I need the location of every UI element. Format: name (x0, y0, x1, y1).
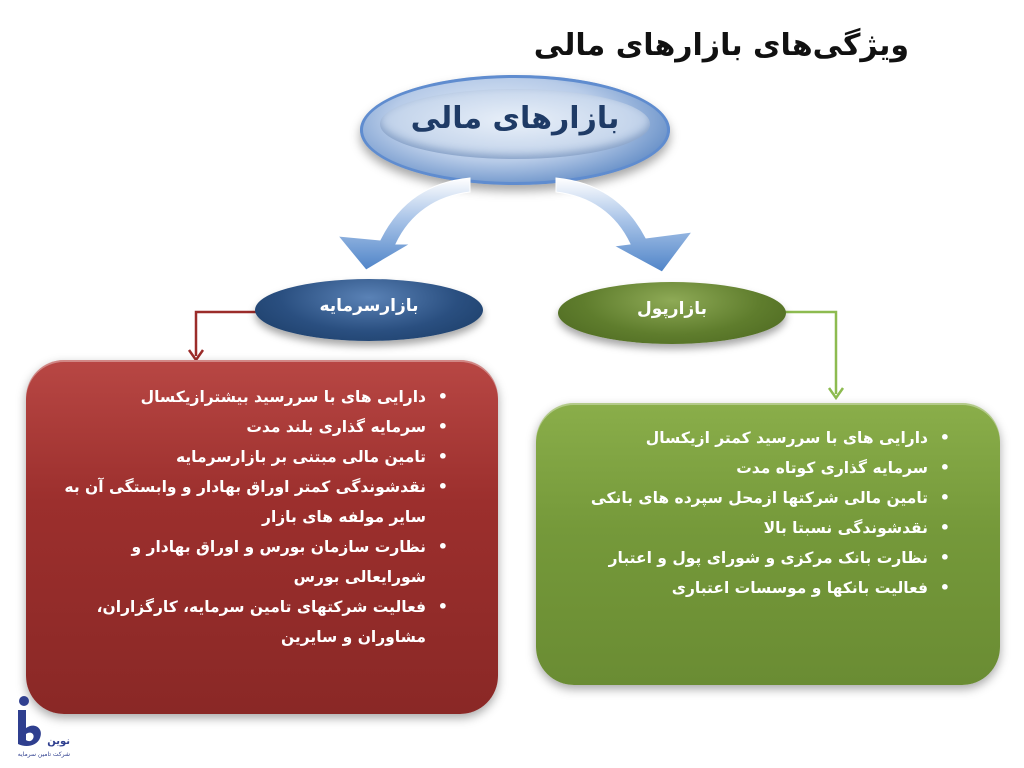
list-item: • سرمایه گذاری کوتاه مدت (556, 453, 950, 483)
list-item: • تامین مالی مبتنی بر بازارسرمایه (46, 442, 448, 472)
capital-market-list (46, 382, 448, 652)
list-item: • دارایی های با سررسید کمتر ازیکسال (556, 423, 950, 453)
financial-markets-label: بازارهای مالی (410, 101, 620, 136)
list-item: • فعالیت بانکها و موسسات اعتباری (556, 573, 950, 603)
novin-logo (4, 694, 74, 766)
list-item: • نقدشوندگی کمتر اوراق بهادار و وابستگی آن به سایر مولفه های بازار (46, 472, 448, 532)
logo-name: نوین (47, 736, 70, 747)
money-market-box (536, 403, 1000, 685)
list-item: • سرمایه گذاری بلند مدت (46, 412, 448, 442)
logo-subtitle: شرکت تامین سرمایه (17, 751, 70, 758)
curved-arrow-right-icon (556, 178, 692, 272)
list-item: • نظارت سازمان بورس و اوراق بهادار و شورایعالی بورس (46, 532, 448, 592)
list-item: • فعالیت شرکتهای تامین سرمایه، کارگزاران، مشاوران و سایرین (46, 592, 448, 652)
logo-dot (19, 696, 29, 706)
capital-connector-line (196, 312, 258, 356)
money-market-list (556, 423, 950, 603)
capital-market-pill: بازارسرمایه (255, 279, 483, 341)
money-connector-line (784, 312, 836, 394)
curved-arrow-left-icon (338, 178, 470, 270)
list-item: • نظارت بانک مرکزی و شورای پول و اعتبار (556, 543, 950, 573)
capital-market-box (26, 360, 498, 714)
list-item: • دارایی های با سررسید بیشترازیکسال (46, 382, 448, 412)
money-market-pill: بازارپول (558, 282, 786, 344)
slide-title: ویژگی‌های بازارهای مالی (533, 28, 909, 63)
list-item: • نقدشوندگی نسبتا بالا (556, 513, 950, 543)
list-item: • تامین مالی شرکتها ازمحل سپرده های بانکی (556, 483, 950, 513)
